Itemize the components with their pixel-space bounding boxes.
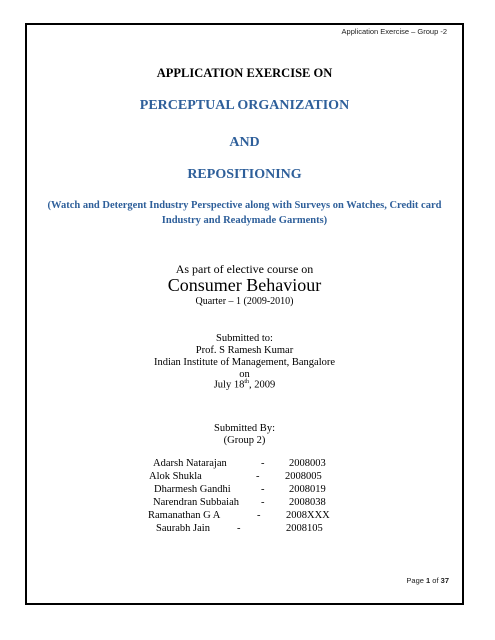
member-name: Alok Shukla xyxy=(149,471,202,482)
member-id: 2008019 xyxy=(289,484,326,495)
member-name: Dharmesh Gandhi xyxy=(154,484,231,495)
date-superscript: th xyxy=(244,379,250,385)
member-name: Adarsh Natarajan xyxy=(153,458,227,469)
member-dash: - xyxy=(256,471,260,482)
member-dash: - xyxy=(257,510,261,521)
submission-date xyxy=(27,379,462,391)
title-line-2: PERCEPTUAL ORGANIZATION xyxy=(139,98,350,113)
member-id: 2008038 xyxy=(289,497,326,508)
title-line-4: REPOSITIONING xyxy=(187,167,302,182)
member-name: Narendran Subbaiah xyxy=(153,497,240,508)
of-label: of xyxy=(432,576,439,585)
member-name: Ramanathan G A xyxy=(148,510,221,521)
submitted-to-label: Submitted to: xyxy=(216,333,273,344)
page-header: Application Exercise – Group -2 xyxy=(341,27,447,36)
page-number: 1 xyxy=(426,576,431,585)
member-dash: - xyxy=(261,497,265,508)
title-line-3: AND xyxy=(229,135,260,150)
submitted-by-label: Submitted By: xyxy=(214,423,275,434)
group-label: (Group 2) xyxy=(223,435,266,446)
institute-name: Indian Institute of Management, Bangalore xyxy=(153,357,336,368)
professor-name: Prof. S Ramesh Kumar xyxy=(195,345,294,356)
member-id: 2008XXX xyxy=(286,510,330,521)
member-id: 2008003 xyxy=(289,458,326,469)
member-dash: - xyxy=(261,484,265,495)
member-id: 2008005 xyxy=(285,471,322,482)
page-total: 37 xyxy=(440,576,449,585)
page-footer xyxy=(406,576,449,585)
member-dash: - xyxy=(261,458,265,469)
page-label: Page xyxy=(406,576,424,585)
course-intro: As part of elective course on xyxy=(175,262,314,276)
date-prefix: July 18 xyxy=(213,379,245,391)
course-name: Consumer Behaviour xyxy=(167,275,322,295)
date-suffix: , 2009 xyxy=(249,379,276,391)
on-label: on xyxy=(239,369,250,380)
member-dash: - xyxy=(237,523,241,534)
title-line-1: APPLICATION EXERCISE ON xyxy=(156,66,333,80)
member-name: Saurabh Jain xyxy=(156,523,210,534)
subtitle-line-1: (Watch and Detergent Industry Perspective along with Surveys on Watches, Credit card xyxy=(47,200,442,211)
course-quarter: Quarter – 1 (2009-2010) xyxy=(195,296,294,307)
subtitle-line-2: Industry and Readymade Garments) xyxy=(161,215,328,226)
member-id: 2008105 xyxy=(286,523,323,534)
